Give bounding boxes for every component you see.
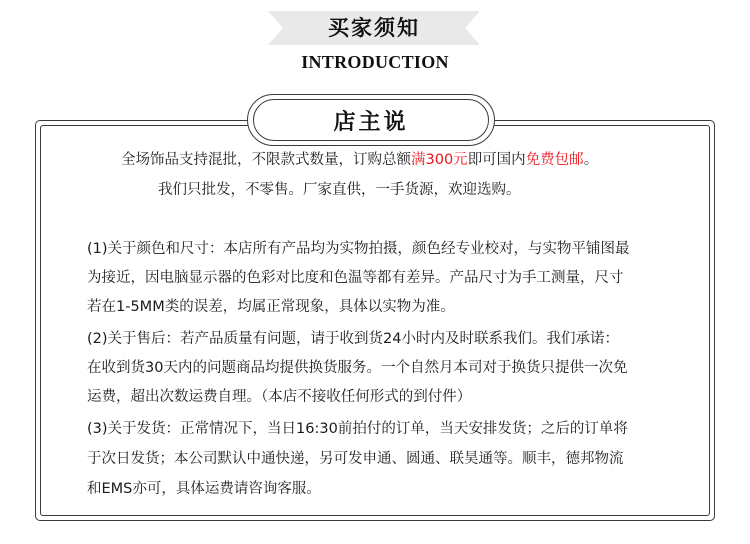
policy-line: (3)关于发货：正常情况下，当日16:30前拍付的订单，当天安排发货；之后的订单将 xyxy=(87,421,628,437)
page-subtitle: INTRODUCTION xyxy=(301,52,449,72)
min-order-highlight: 满300元 xyxy=(411,152,468,168)
notice-label: 店主说 xyxy=(333,108,409,135)
intro-line-2: 我们只批发，不零售。厂家直供，一手货源，欢迎选购。 xyxy=(158,182,521,198)
free-shipping-highlight: 免费包邮 xyxy=(525,152,584,168)
notice-label-badge xyxy=(253,99,489,141)
policy-line: 为接近，因电脑显示器的色彩对比度和色温等都有差异。产品尺寸为手工测量，尺寸 xyxy=(87,270,624,286)
policy-line: 于次日发货；本公司默认中通快递，另可发申通、圆通、联昊通等。顺丰，德邦物流 xyxy=(87,451,624,467)
policy-line: 若在1-5MM类的误差，均属正常现象，具体以实物为准。 xyxy=(87,299,455,315)
intro-line-1 xyxy=(121,150,598,170)
intro-text-c: 即可国内 xyxy=(467,152,526,168)
policy-line: 和EMS亦可，具体运费请咨询客服。 xyxy=(87,481,321,497)
policy-line: (1)关于颜色和尺寸：本店所有产品均为实物拍摄，颜色经专业校对，与实物平铺图最 xyxy=(87,241,630,257)
intro-text-a: 全场饰品支持混批，不限款式数量，订购总额 xyxy=(121,152,411,168)
policy-line: (2)关于售后：若产品质量有问题，请于收到货24小时内及时联系我们。我们承诺： xyxy=(87,331,619,347)
page-title: 买家须知 xyxy=(328,15,420,40)
policy-line: 运费，超出次数运费自理。（本店不接收任何形式的到付件） xyxy=(87,389,472,405)
intro-text-e: 。 xyxy=(583,152,599,168)
policy-line: 在收到货30天内的问题商品均提供换货服务。一个自然月本司对于换货只提供一次免 xyxy=(87,360,628,376)
